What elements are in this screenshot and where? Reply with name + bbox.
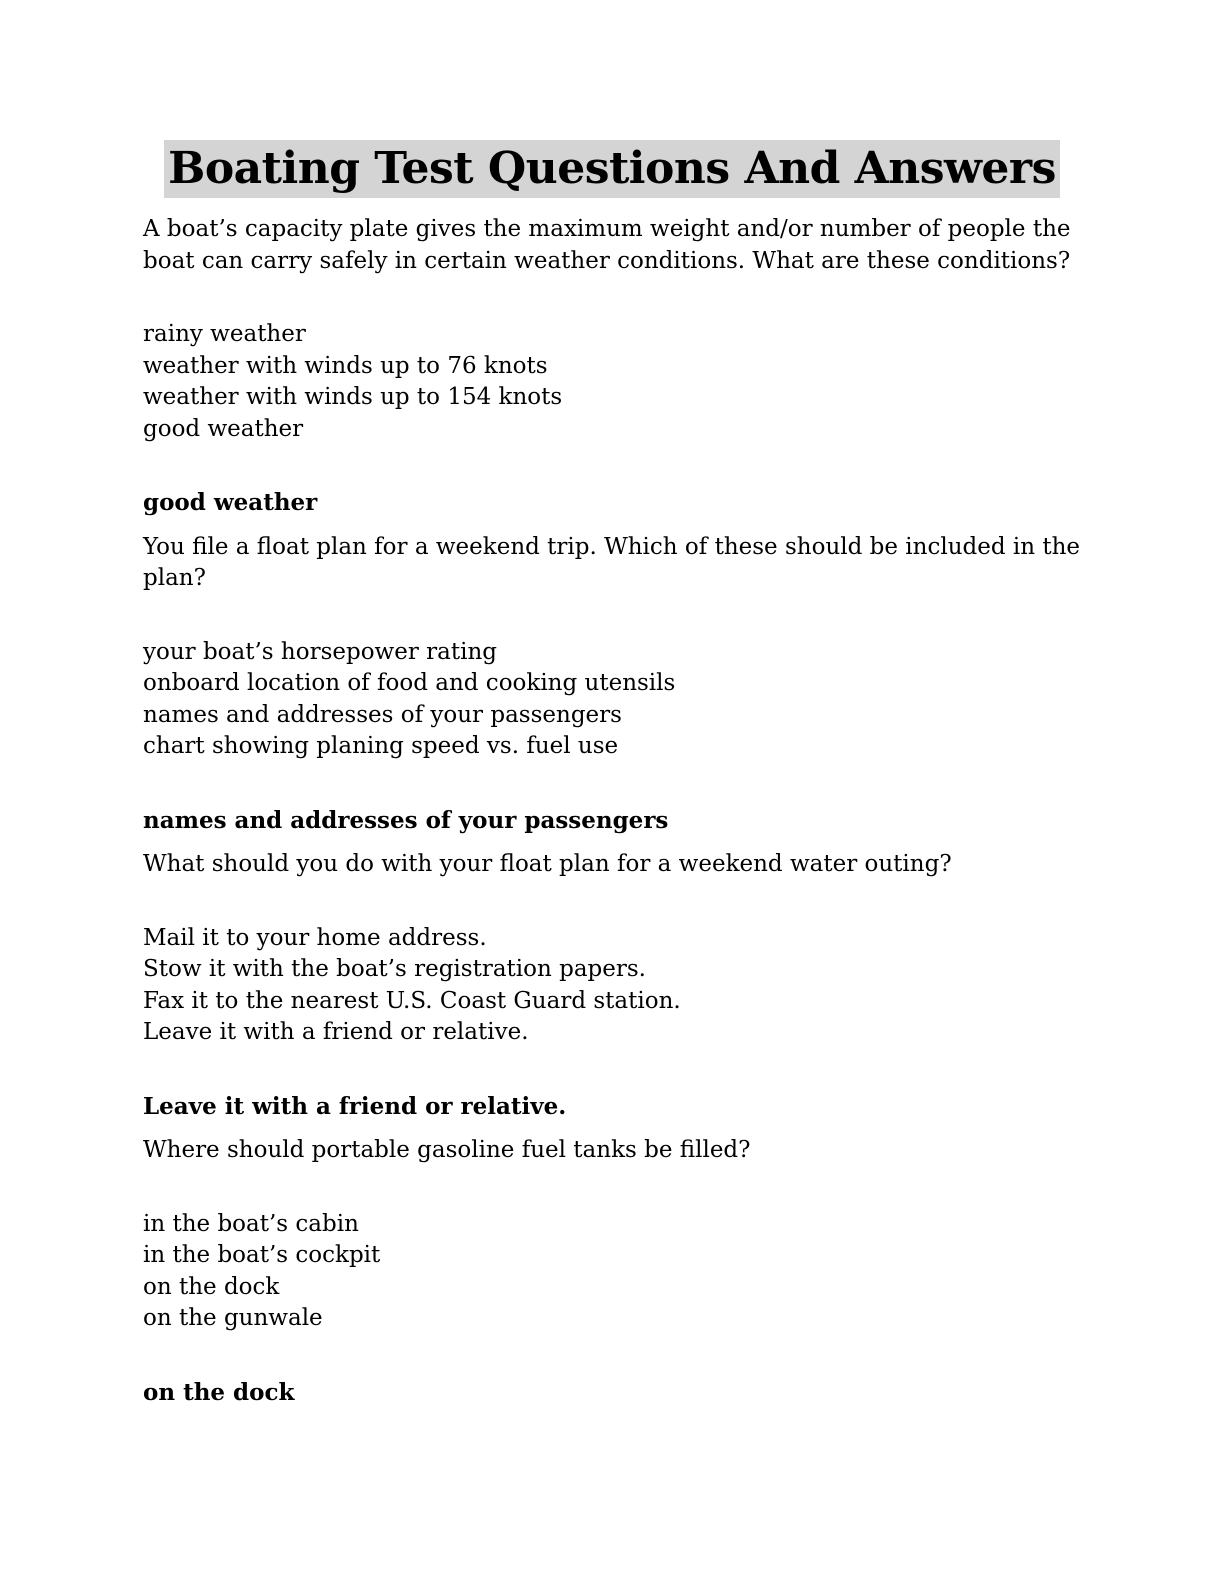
option: Leave it with a friend or relative. (143, 1019, 529, 1045)
options-list-4 (143, 1209, 1083, 1335)
qa-block-4 (143, 1135, 1083, 1408)
option: on the gunwale (143, 1305, 323, 1331)
option: good weather (143, 415, 304, 442)
option: in the boat’s cockpit (143, 1242, 381, 1268)
qa-content (143, 214, 1083, 1408)
question-1: A boat’s capacity plate gives the maximum weight and/or number of people the boat can carry safely in certain weather conditions. What are these conditions? (143, 216, 1071, 274)
question-4: Where should portable gasoline fuel tanks be filled? (143, 1137, 751, 1163)
page-title: Boating Test Questions And Answers (164, 140, 1060, 198)
answer-1: good weather (143, 489, 318, 516)
option: weather with winds up to 76 knots (143, 352, 548, 379)
options-list-1 (143, 319, 1083, 445)
option: names and addresses of your passengers (143, 701, 622, 728)
answer-2: names and addresses of your passengers (143, 806, 669, 834)
qa-block-2 (143, 532, 1083, 837)
option: weather with winds up to 154 knots (143, 384, 563, 410)
option: your boat’s horsepower rating (143, 638, 497, 665)
option: onboard location of food and cooking utensils (143, 670, 676, 696)
answer-4: on the dock (143, 1378, 295, 1406)
options-list-3 (143, 923, 1083, 1049)
title-wrapper (0, 140, 1224, 198)
option: rainy weather (143, 321, 306, 347)
options-list-2 (143, 637, 1083, 763)
option: Fax it to the nearest U.S. Coast Guard station. (143, 987, 681, 1014)
question-2: You file a float plan for a weekend trip. Which of these should be included in the plan? (143, 533, 1081, 591)
option: Mail it to your home address. (143, 924, 487, 951)
option: on the dock (143, 1273, 280, 1300)
option: Stow it with the boat’s registration papers. (143, 956, 646, 982)
question-3: What should you do with your float plan for a weekend water outing? (143, 851, 952, 877)
qa-block-3 (143, 849, 1083, 1122)
option: chart showing planing speed vs. fuel use (143, 733, 619, 759)
answer-3: Leave it with a friend or relative. (143, 1092, 567, 1120)
option: in the boat’s cabin (143, 1210, 359, 1237)
qa-block-1 (143, 214, 1083, 519)
